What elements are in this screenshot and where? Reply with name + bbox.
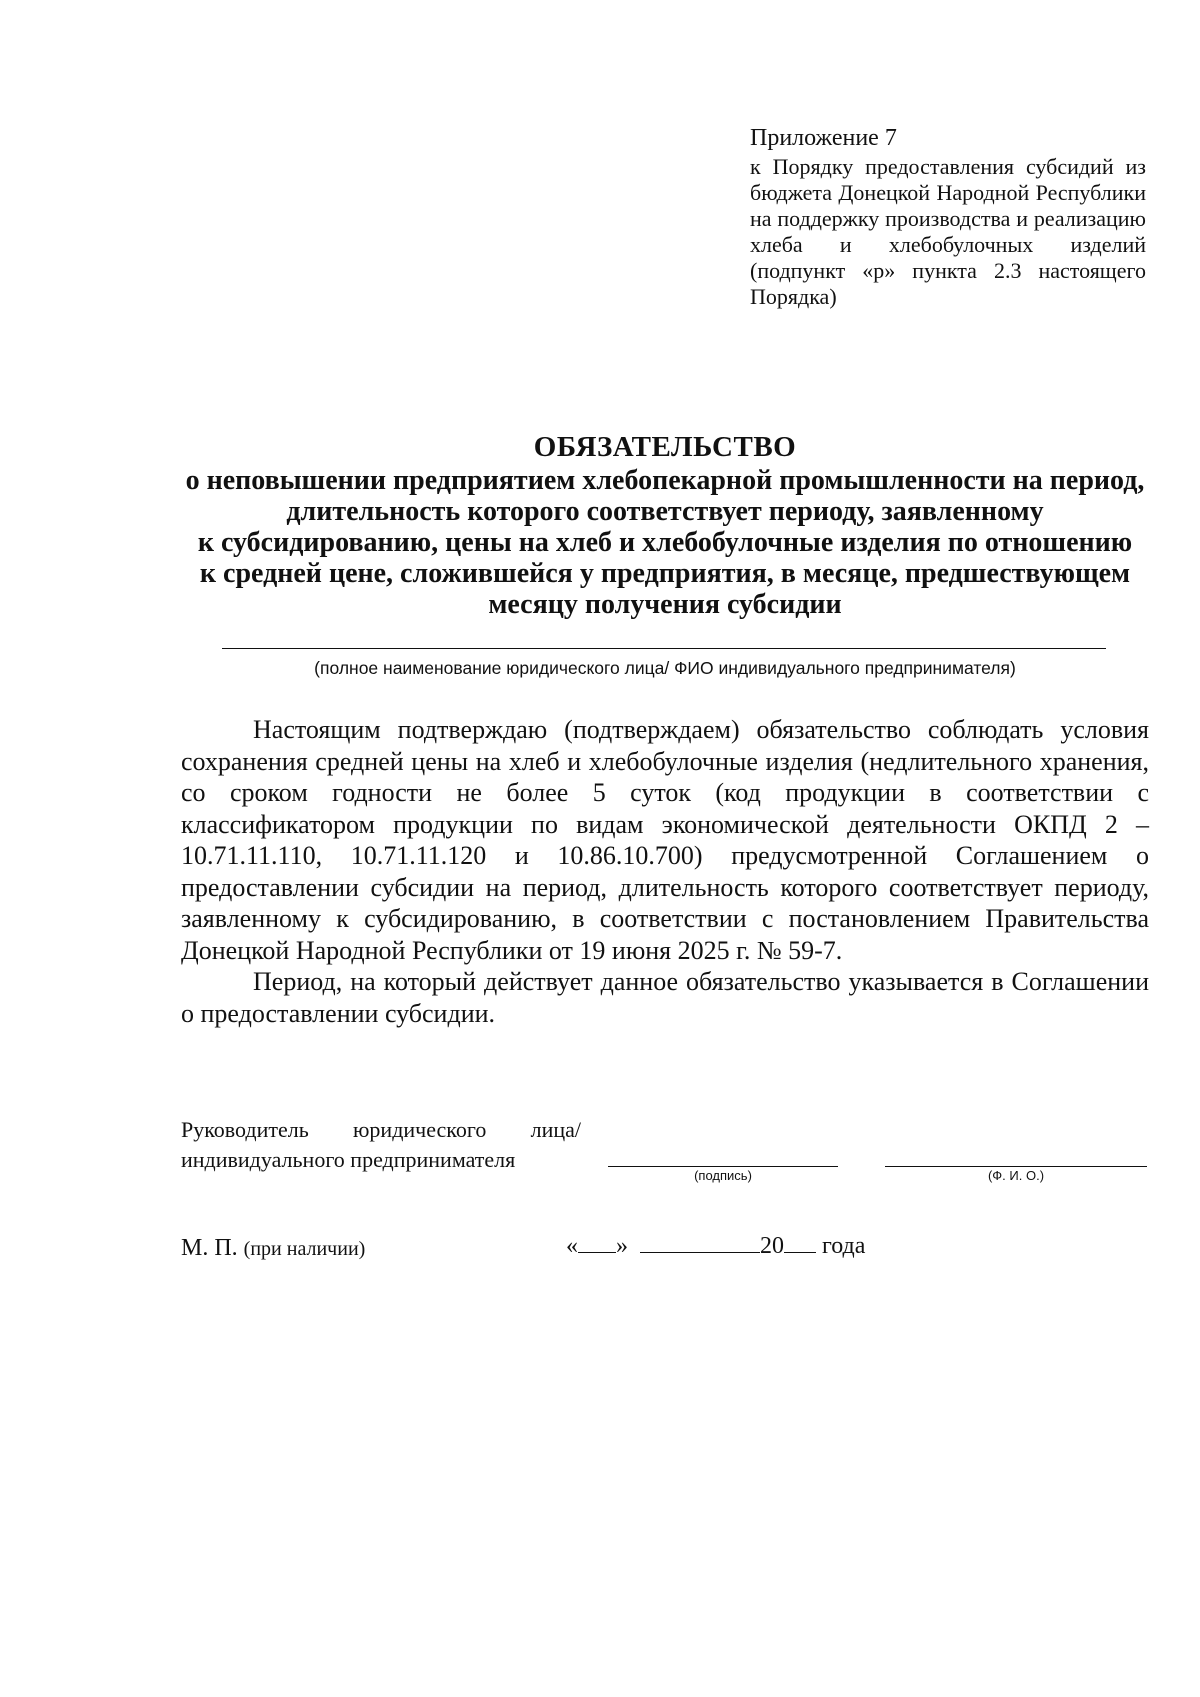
signature-field[interactable] bbox=[608, 1166, 838, 1167]
stamp-note: (при наличии) bbox=[243, 1238, 366, 1260]
date-close-quote: » bbox=[616, 1233, 628, 1259]
signatory-role-line: Руководитель юридического лица/ bbox=[181, 1117, 581, 1142]
organization-name-field[interactable] bbox=[222, 648, 1106, 649]
signatory-role bbox=[181, 1115, 581, 1175]
appendix-block bbox=[750, 122, 1146, 310]
title-line: месяцу получения субсидии bbox=[488, 589, 842, 620]
date-line bbox=[566, 1230, 865, 1261]
body-text bbox=[181, 714, 1149, 1029]
title-line: к субсидированию, цены на хлеб и хлебобулочные изделия по отношению bbox=[197, 527, 1133, 558]
date-day-field[interactable] bbox=[578, 1230, 616, 1253]
date-year-field[interactable] bbox=[784, 1230, 816, 1253]
title-line: длительность которого соответствует периоду, заявленному bbox=[286, 496, 1044, 527]
date-month-field[interactable] bbox=[640, 1230, 760, 1253]
document-title bbox=[170, 432, 1160, 620]
title-line: к средней цене, сложившейся у предприятия, в месяце, предшествующем bbox=[199, 558, 1131, 589]
stamp-label bbox=[181, 1233, 365, 1264]
signature-caption: (подпись) bbox=[694, 1168, 752, 1183]
body-paragraph: Настоящим подтверждаю (подтверждаем) обязательство соблюдать условия сохранения средней цены на хлеб и хлебобулочные изделия (недлительного хранения, со сроком годности не более 5 суток (код продукции в соответствии с классификатором продукции по видам экономической деятельности ОКПД 2 – 10.71.11.110, 10.71.11.120 и 10.86.10.700) предусмотренной Соглашением о предоставлении субсидии на период, длительность которого соответствует периоду, заявленному к субсидированию, в соответствии с постановлением Правительства Донецкой Народной Республики от 19 июня 2025 г. № 59-7. bbox=[181, 715, 1149, 965]
body-paragraph: Период, на который действует данное обязательство указывается в Соглашении о предоставлении субсидии. bbox=[181, 967, 1149, 1028]
date-suffix: года bbox=[822, 1233, 866, 1259]
full-name-caption: (Ф. И. О.) bbox=[987, 1168, 1045, 1183]
signatory-role-line: индивидуального предпринимателя bbox=[181, 1147, 516, 1172]
organization-name-caption: (полное наименование юридического лица/ ФИО индивидуального предпринимателя) bbox=[314, 658, 1016, 678]
stamp-abbr: М. П. bbox=[181, 1235, 238, 1261]
title-line: о неповышении предприятием хлебопекарной промышленности на период, bbox=[185, 465, 1145, 496]
date-century: 20 bbox=[760, 1233, 784, 1259]
full-name-field[interactable] bbox=[885, 1166, 1147, 1167]
date-open-quote: « bbox=[566, 1233, 578, 1259]
appendix-text: к Порядку предоставления субсидий из бюджета Донецкой Народной Республики на поддержку производства и реализацию хлеба и хлебобулочных изделий (подпункт «р» пункта 2.3 настоящего Порядка) bbox=[750, 154, 1146, 309]
appendix-title: Приложение 7 bbox=[750, 125, 897, 151]
title-main: ОБЯЗАТЕЛЬСТВО bbox=[533, 431, 797, 463]
